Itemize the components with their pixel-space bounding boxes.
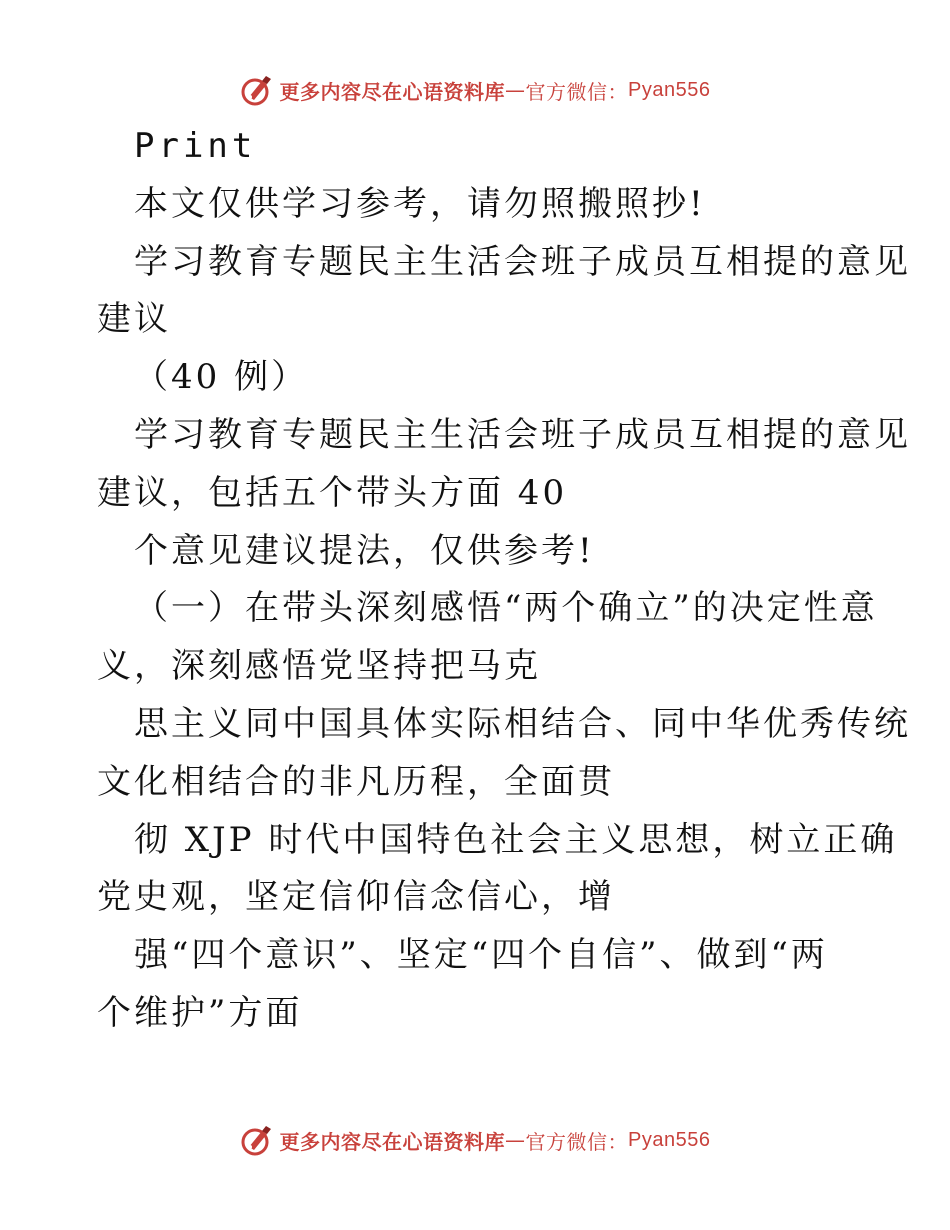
pen-logo-icon	[240, 1123, 274, 1157]
section-heading-line: 强“四个意识”、坚定“四个自信”、做到“两	[134, 935, 828, 976]
watermark-dash: —	[505, 1128, 526, 1152]
section-heading-line: 党史观，坚定信仰信念信心，增	[97, 877, 615, 918]
document-body	[97, 118, 911, 1043]
pen-logo-icon	[240, 73, 274, 107]
paragraph-line: 个意见建议提法，仅供参考!	[134, 530, 595, 571]
watermark-brand: 更多内容尽在心语资料库	[279, 79, 506, 104]
section-heading-line: 义，深刻感悟党坚持把马克	[97, 646, 541, 687]
section-heading-line: 彻 XJP 时代中国特色社会主义思想，树立正确	[134, 819, 898, 860]
watermark-brand: 更多内容尽在心语资料库	[279, 1129, 506, 1154]
paragraph-line: 建议，包括五个带头方面 40	[97, 472, 568, 513]
paragraph-line: 学习教育专题民主生活会班子成员互相提的意见	[134, 414, 911, 455]
disclaimer-line: 本文仅供学习参考，请勿照搬照抄!	[134, 183, 706, 224]
watermark-handle: Pyan556	[628, 1128, 711, 1151]
watermark-official: 官方微信：	[525, 79, 629, 104]
watermark-header	[0, 70, 950, 110]
section-heading-line: 文化相结合的非凡历程，全面贯	[97, 761, 615, 802]
section-heading-line: 个维护”方面	[97, 992, 303, 1033]
watermark-handle: Pyan556	[628, 78, 711, 101]
watermark-footer	[0, 1120, 950, 1160]
count-line: （40 例）	[134, 357, 309, 398]
title-line-2: 建议	[97, 299, 171, 340]
title-line-1: 学习教育专题民主生活会班子成员互相提的意见	[134, 241, 911, 282]
watermark-dash: —	[505, 78, 526, 102]
section-heading-line: 思主义同中国具体实际相结合、同中华优秀传统	[134, 703, 911, 744]
watermark-official: 官方微信：	[525, 1129, 629, 1154]
section-heading-line: （一）在带头深刻感悟“两个确立”的决定性意	[134, 588, 878, 629]
print-line: Print	[134, 126, 257, 166]
